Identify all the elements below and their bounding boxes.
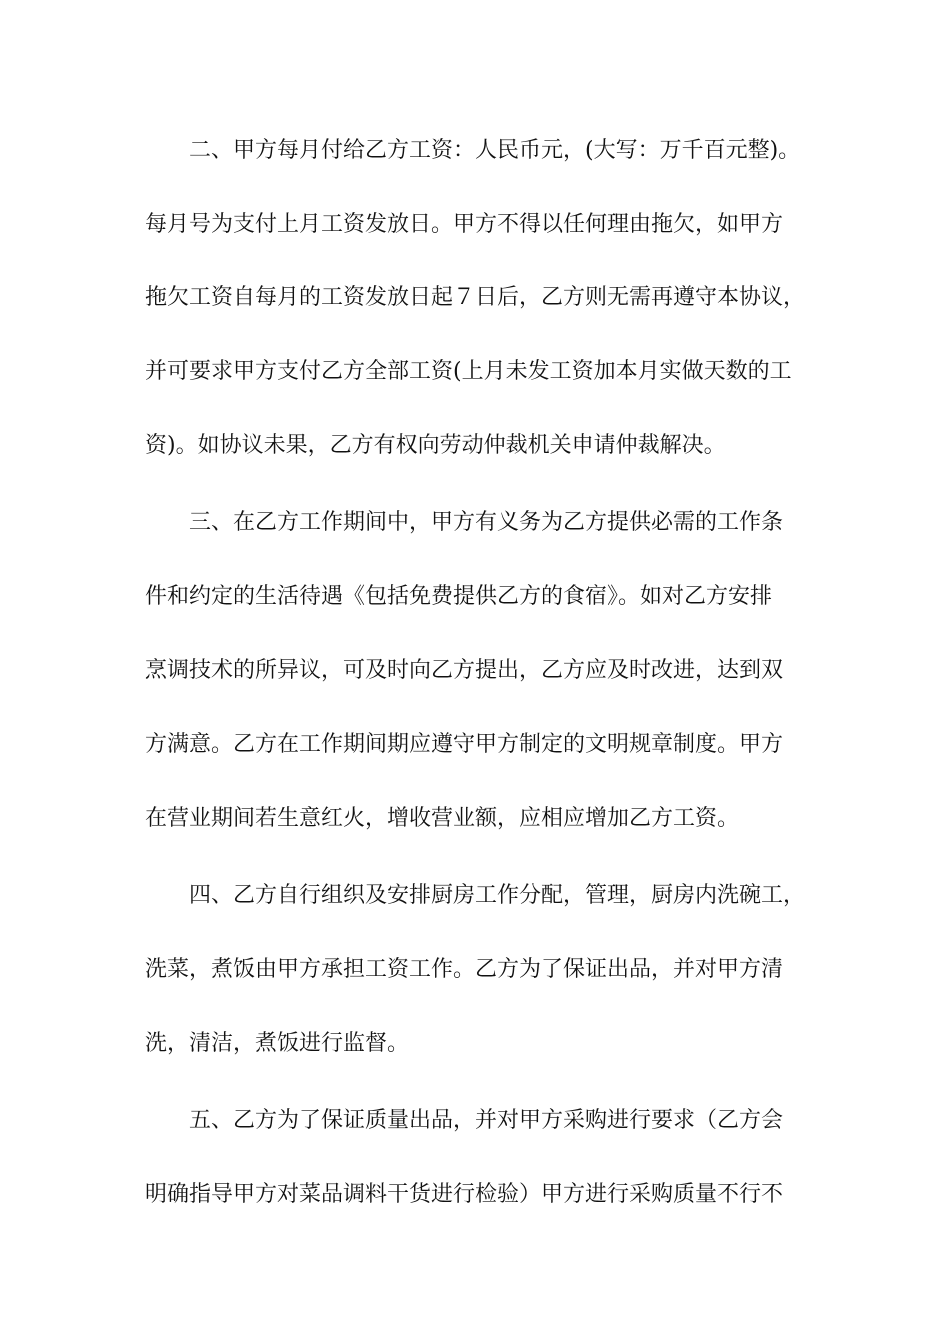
text-line: 洗菜，煮饭由甲方承担工资工作。乙方为了保证出品，并对甲方清 [145,957,784,982]
text-line: 每月号为支付上月工资发放日。甲方不得以任何理由拖欠，如甲方 [145,212,784,237]
text-line: 方满意。乙方在工作期间期应遵守甲方制定的文明规章制度。甲方 [145,732,784,757]
text-line: 洗，清洁，煮饭进行监督。 [145,1031,410,1056]
text-line: 并可要求甲方支付乙方全部工资(上月未发工资加本月实做天数的工 [145,359,792,384]
text-line: 件和约定的生活待遇《包括免费提供乙方的食宿》。如对乙方安排 [145,584,773,609]
text-line: 四、乙方自行组织及安排厨房工作分配，管理，厨房内洗碗工， [145,883,806,908]
text-line: 拖欠工资自每月的工资发放日起７日后，乙方则无需再遵守本协议， [145,285,806,310]
text-line: 资)。如协议未果，乙方有权向劳动仲裁机关申请仲裁解决。 [145,433,726,458]
text-line: 明确指导甲方对菜品调料干货进行检验）甲方进行采购质量不行不 [145,1182,784,1207]
text-line: 五、乙方为了保证质量出品，并对甲方采购进行要求（乙方会 [145,1108,784,1133]
text-line: 在营业期间若生意红火，增收营业额，应相应增加乙方工资。 [145,806,740,831]
text-line: 二、甲方每月付给乙方工资：人民币元，(大写：万千百元整)。 [145,138,801,163]
text-line: 三、在乙方工作期间中，甲方有义务为乙方提供必需的工作条 [145,510,784,535]
text-line: 烹调技术的所异议，可及时向乙方提出，乙方应及时改进，达到双 [145,658,784,683]
